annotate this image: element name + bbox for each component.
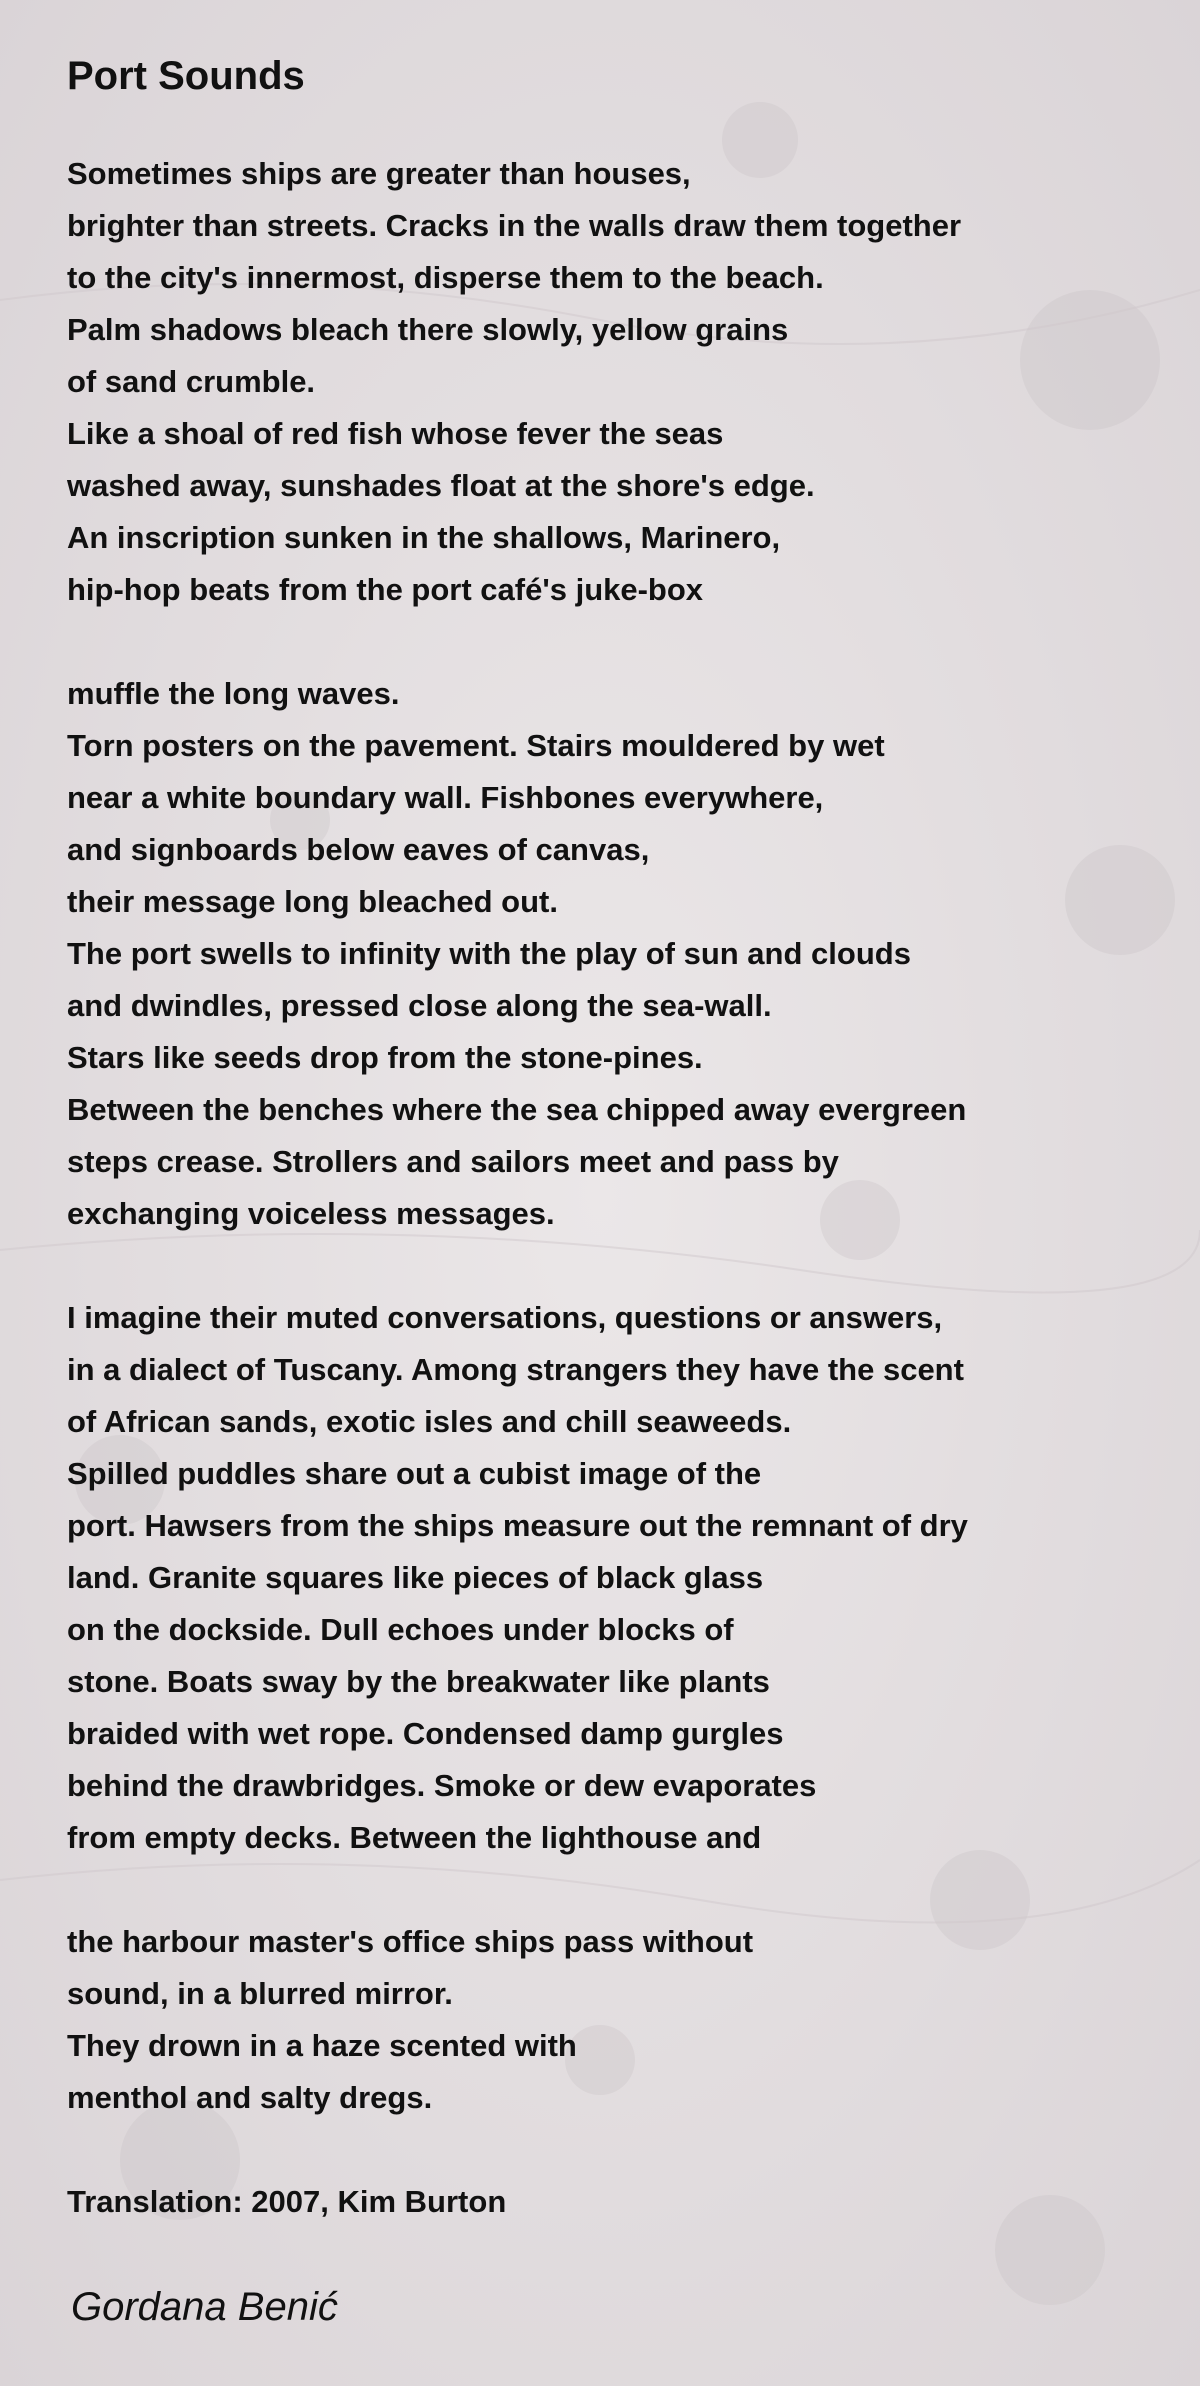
poem-line: Palm shadows bleach there slowly, yellow grains (67, 312, 789, 347)
poem-line: near a white boundary wall. Fishbones everywhere, (67, 780, 824, 815)
poem-line: the harbour master's office ships pass without (67, 1924, 754, 1959)
poem-line: and dwindles, pressed close along the sea-wall. (67, 988, 772, 1023)
poem-line: land. Granite squares like pieces of black glass (67, 1560, 764, 1595)
stanza-3 (67, 1292, 968, 1864)
poem-line: of African sands, exotic isles and chill seaweeds. (67, 1404, 792, 1439)
poem-line: Stars like seeds drop from the stone-pines. (67, 1040, 703, 1075)
poem-line: Between the benches where the sea chipped away evergreen (67, 1092, 967, 1127)
translation-credit: Translation: 2007, Kim Burton (67, 2184, 507, 2219)
stanza-4 (67, 1916, 753, 2124)
author-signature: Gordana Benić (71, 2285, 338, 2329)
poem-line: behind the drawbridges. Smoke or dew evaporates (67, 1768, 817, 1803)
poem-line: menthol and salty dregs. (67, 2080, 433, 2115)
poem-line: An inscription sunken in the shallows, Marinero, (67, 520, 781, 555)
translation-credit-block (67, 2176, 506, 2228)
poem-title: Port Sounds (67, 54, 305, 98)
poem-line: on the dockside. Dull echoes under blocks of (67, 1612, 734, 1647)
poem-line: to the city's innermost, disperse them to the beach. (67, 260, 824, 295)
poem-line: Like a shoal of red fish whose fever the seas (67, 416, 724, 451)
poem-line: braided with wet rope. Condensed damp gurgles (67, 1716, 784, 1751)
poem-line: stone. Boats sway by the breakwater like plants (67, 1664, 770, 1699)
poem-line: their message long bleached out. (67, 884, 558, 919)
poem-line: sound, in a blurred mirror. (67, 1976, 453, 2011)
poem-line: The port swells to infinity with the play of sun and clouds (67, 936, 911, 971)
poem-line: steps crease. Strollers and sailors meet and pass by (67, 1144, 839, 1179)
poem-line: in a dialect of Tuscany. Among strangers they have the scent (67, 1352, 964, 1387)
poem-line: muffle the long waves. (67, 676, 400, 711)
poem-line: hip-hop beats from the port café's juke-box (67, 572, 704, 607)
poem-line: Sometimes ships are greater than houses, (67, 156, 691, 191)
poem-line: Torn posters on the pavement. Stairs mouldered by wet (67, 728, 885, 763)
stanza-1 (67, 148, 961, 616)
poem-line: Spilled puddles share out a cubist image of the (67, 1456, 762, 1491)
poem-line: washed away, sunshades float at the shore's edge. (67, 468, 815, 503)
poem-line: port. Hawsers from the ships measure out the remnant of dry (67, 1508, 968, 1543)
poem-line: brighter than streets. Cracks in the walls draw them together (67, 208, 962, 243)
poem-line: from empty decks. Between the lighthouse and (67, 1820, 762, 1855)
poem-line: They drown in a haze scented with (67, 2028, 577, 2063)
poem-line: of sand crumble. (67, 364, 316, 399)
stanza-2 (67, 668, 966, 1240)
poem-line: I imagine their muted conversations, questions or answers, (67, 1300, 943, 1335)
poem-line: and signboards below eaves of canvas, (67, 832, 650, 867)
poem-line: exchanging voiceless messages. (67, 1196, 555, 1231)
